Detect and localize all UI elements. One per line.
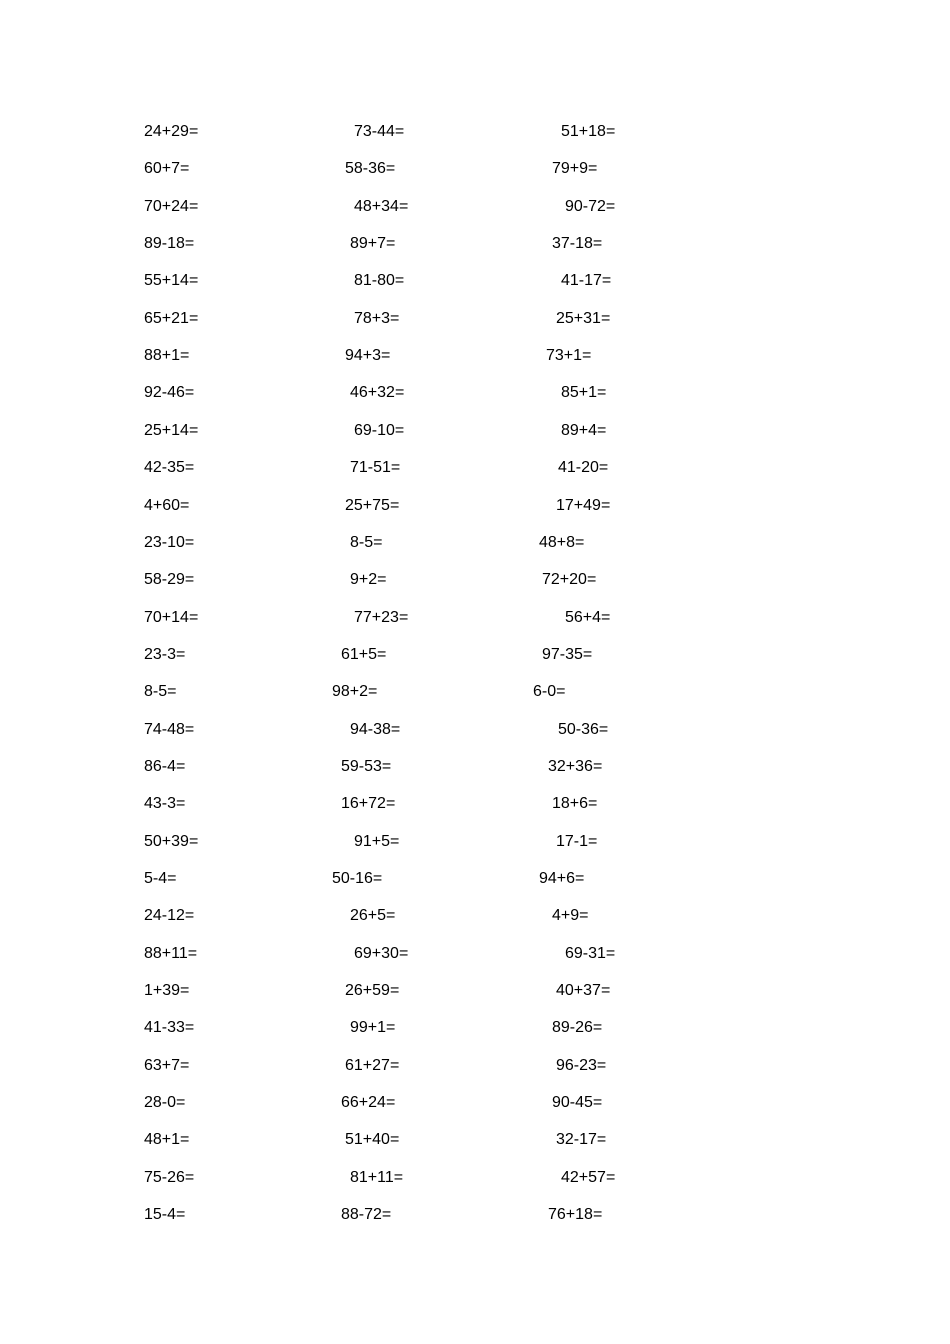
problem-r16-c3: 6-0= <box>533 683 566 701</box>
problem-r5-c3: 41-17= <box>561 272 612 290</box>
problem-r25-c2: 99+1= <box>350 1019 396 1037</box>
problem-r14-c2: 77+23= <box>354 608 409 626</box>
problem-r6-c1: 65+21= <box>144 309 199 327</box>
problem-r17-c3: 50-36= <box>558 720 609 738</box>
problem-r13-c3: 72+20= <box>542 571 597 589</box>
problem-r24-c1: 1+39= <box>144 982 190 1000</box>
problem-r4-c3: 37-18= <box>552 235 603 253</box>
problem-r9-c1: 25+14= <box>144 421 199 439</box>
problem-r21-c1: 5-4= <box>144 870 177 887</box>
problem-r8-c3: 85+1= <box>561 384 607 402</box>
problem-r18-c2: 59-53= <box>341 757 392 775</box>
problem-r30-c1: 15-4= <box>144 1206 186 1224</box>
problem-r10-c2: 71-51= <box>350 459 401 477</box>
problem-r7-c2: 94+3= <box>345 347 391 365</box>
problem-r20-c3: 17-1= <box>556 832 598 850</box>
problem-r17-c2: 94-38= <box>350 720 401 738</box>
problem-r12-c1: 23-10= <box>144 533 195 551</box>
problem-r24-c2: 26+59= <box>345 982 400 1000</box>
problem-r20-c2: 91+5= <box>354 832 400 850</box>
problem-r18-c1: 86-4= <box>144 757 186 775</box>
problem-r14-c1: 70+14= <box>144 608 199 626</box>
problem-r23-c3: 69-31= <box>565 944 616 962</box>
problem-r22-c1: 24-12= <box>144 907 195 925</box>
problem-r23-c2: 69+30= <box>354 944 409 962</box>
problem-r30-c3: 76+18= <box>548 1206 603 1224</box>
problem-r19-c3: 18+6= <box>552 795 598 813</box>
problem-r17-c1: 74-48= <box>144 720 195 738</box>
problem-r28-c2: 51+40= <box>345 1131 400 1149</box>
problem-r2-c3: 79+9= <box>552 160 598 178</box>
problem-r12-c3: 48+8= <box>539 533 585 551</box>
problem-r25-c1: 41-33= <box>144 1019 195 1037</box>
problem-r30-c2: 88-72= <box>341 1206 392 1224</box>
problem-r3-c2: 48+34= <box>354 197 409 215</box>
problem-r15-c3: 97-35= <box>542 645 593 663</box>
problem-r29-c2: 81+11= <box>350 1168 404 1186</box>
problem-r4-c2: 89+7= <box>350 235 396 253</box>
problem-r10-c3: 41-20= <box>558 459 609 477</box>
problem-r1-c1: 24+29= <box>144 123 199 140</box>
problem-r28-c3: 32-17= <box>556 1131 607 1149</box>
problem-r1-c2: 73-44= <box>354 123 405 140</box>
problem-r1-c3: 51+18= <box>561 123 616 140</box>
problem-r2-c1: 60+7= <box>144 160 190 178</box>
problem-r26-c1: 63+7= <box>144 1056 190 1074</box>
problem-r18-c3: 32+36= <box>548 757 603 775</box>
problem-r5-c1: 55+14= <box>144 272 199 290</box>
problem-r26-c2: 61+27= <box>345 1056 400 1074</box>
problem-r21-c3: 94+6= <box>539 870 585 887</box>
problem-r9-c2: 69-10= <box>354 421 405 439</box>
problem-r13-c1: 58-29= <box>144 571 195 589</box>
problem-r19-c1: 43-3= <box>144 795 186 813</box>
problem-r9-c3: 89+4= <box>561 421 607 439</box>
problem-r25-c3: 89-26= <box>552 1019 603 1037</box>
problem-r28-c1: 48+1= <box>144 1131 190 1149</box>
problem-r2-c2: 58-36= <box>345 160 396 178</box>
problem-r8-c1: 92-46= <box>144 384 195 402</box>
problem-r6-c2: 78+3= <box>354 309 400 327</box>
problem-r3-c1: 70+24= <box>144 197 199 215</box>
problem-r5-c2: 81-80= <box>354 272 405 290</box>
problem-r15-c1: 23-3= <box>144 645 186 663</box>
problem-r22-c3: 4+9= <box>552 907 589 925</box>
problem-r4-c1: 89-18= <box>144 235 195 253</box>
problem-r14-c3: 56+4= <box>565 608 611 626</box>
problem-r26-c3: 96-23= <box>556 1056 607 1074</box>
problem-r27-c3: 90-45= <box>552 1094 603 1112</box>
problem-r16-c1: 8-5= <box>144 683 177 701</box>
problem-r29-c3: 42+57= <box>561 1168 616 1186</box>
problem-r27-c2: 66+24= <box>341 1094 396 1112</box>
problem-r16-c2: 98+2= <box>332 683 378 701</box>
problem-r22-c2: 26+5= <box>350 907 396 925</box>
problem-r11-c1: 4+60= <box>144 496 190 514</box>
problem-r27-c1: 28-0= <box>144 1094 186 1112</box>
problem-r21-c2: 50-16= <box>332 870 383 887</box>
problem-r7-c3: 73+1= <box>546 347 592 365</box>
problem-r11-c2: 25+75= <box>345 496 400 514</box>
problem-r13-c2: 9+2= <box>350 571 387 589</box>
problem-r24-c3: 40+37= <box>556 982 611 1000</box>
problem-r11-c3: 17+49= <box>556 496 611 514</box>
problem-r20-c1: 50+39= <box>144 832 199 850</box>
problem-r6-c3: 25+31= <box>556 309 611 327</box>
problem-r23-c1: 88+11= <box>144 944 198 962</box>
problem-r15-c2: 61+5= <box>341 645 387 663</box>
problem-r8-c2: 46+32= <box>350 384 405 402</box>
problem-r3-c3: 90-72= <box>565 197 616 215</box>
problem-r7-c1: 88+1= <box>144 347 190 365</box>
problem-r29-c1: 75-26= <box>144 1168 195 1186</box>
problem-r10-c1: 42-35= <box>144 459 195 477</box>
problem-r19-c2: 16+72= <box>341 795 396 813</box>
problem-r12-c2: 8-5= <box>350 533 383 551</box>
